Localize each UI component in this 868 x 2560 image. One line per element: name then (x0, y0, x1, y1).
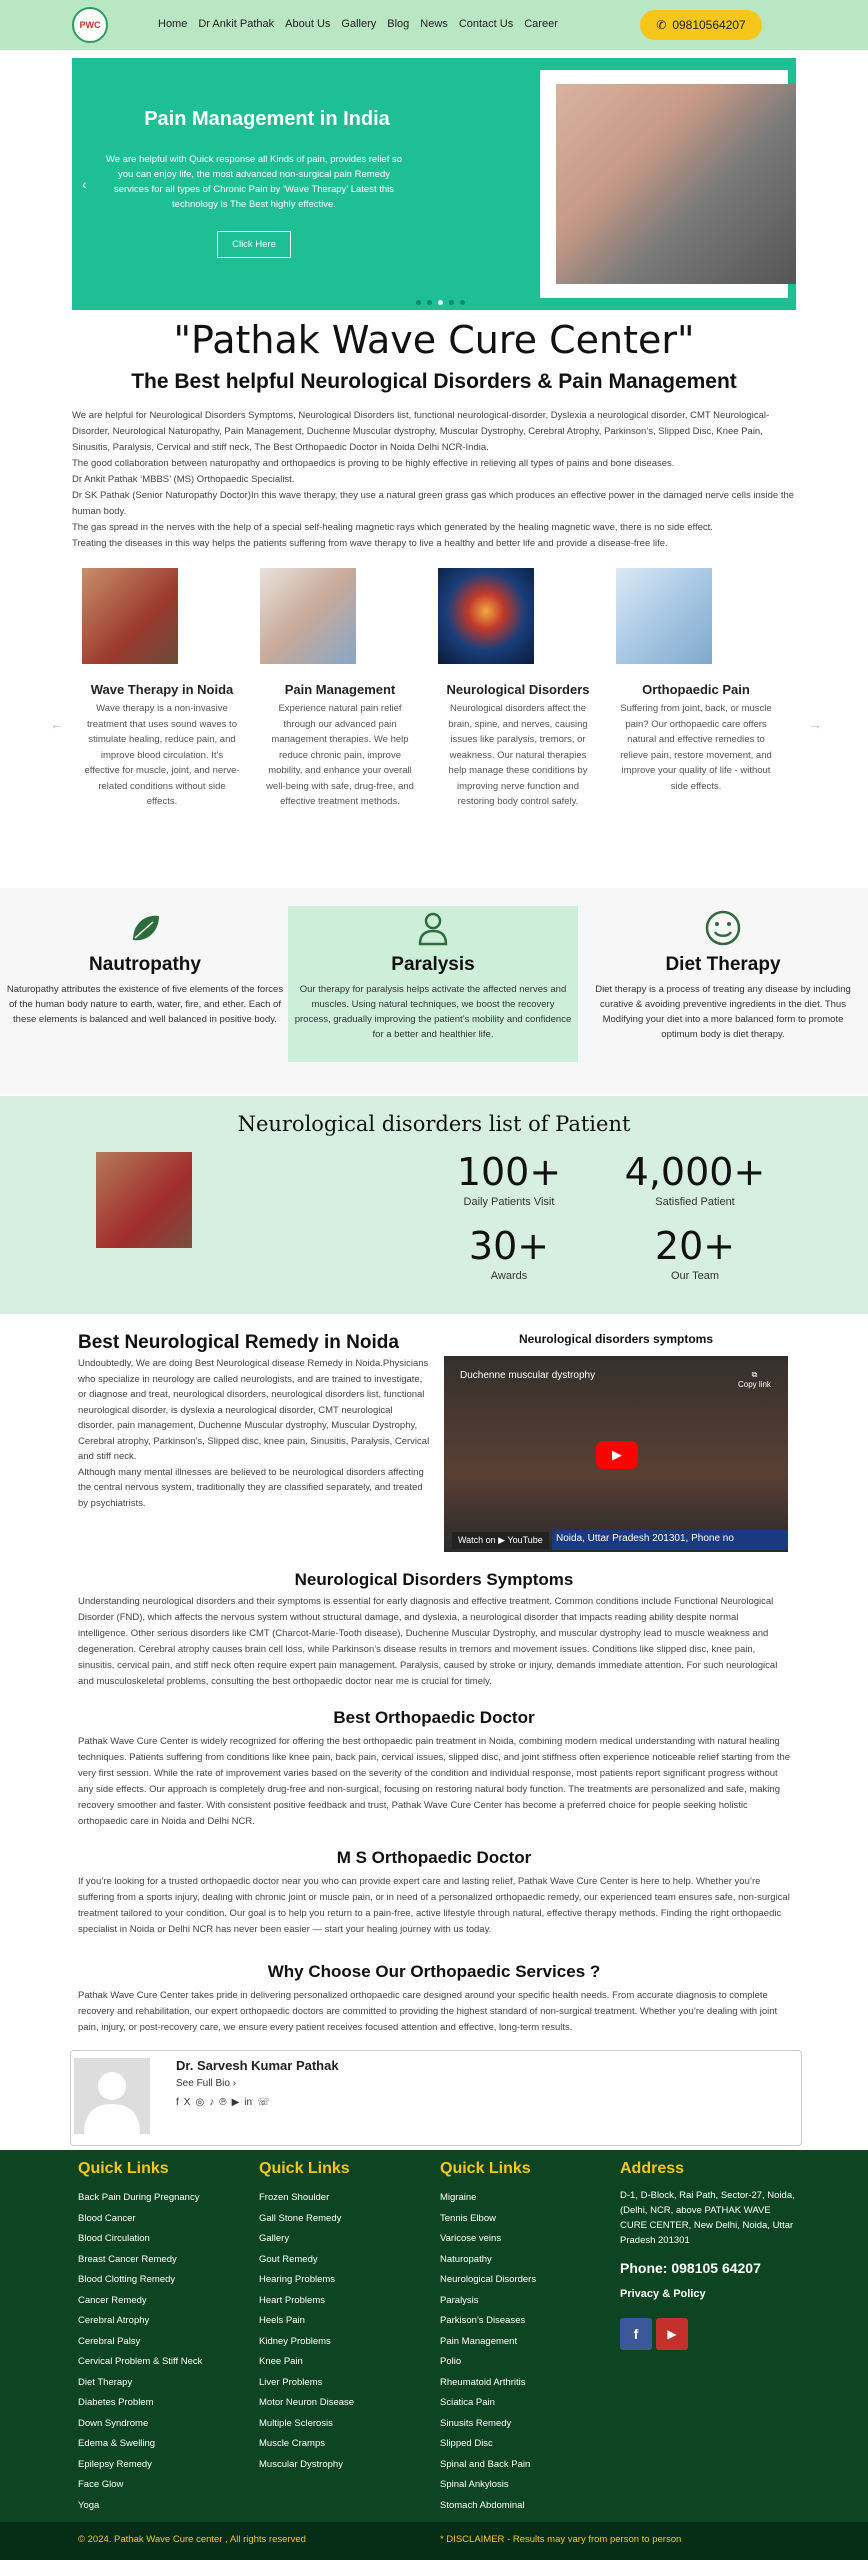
footer-link[interactable]: Blood Circulation (78, 2233, 150, 2244)
hero-dots (416, 300, 465, 305)
footer-link[interactable]: Cerebral Palsy (78, 2335, 141, 2347)
footer-heading: Quick Links (440, 2160, 531, 2177)
footer-link[interactable]: Stomach Abdominal (440, 2499, 525, 2511)
footer-link[interactable]: Breast Cancer Remedy (78, 2253, 177, 2265)
footer-quick-links-1 (78, 2160, 202, 2516)
feature-title: Diet Therapy (665, 954, 781, 975)
footer-link[interactable]: Motor Neuron Disease (259, 2397, 355, 2408)
stat-satisfied-patient (610, 1150, 780, 1208)
service-card-text: Experience natural pain relief through our advanced pain management therapies. We help reduce chronic pain, improve mobility, and enhance your overall well-being with safe, drug-free, and effective treatment methods. (266, 703, 414, 807)
intro-paragraph: Dr Ankit Pathak ‘MBBS’ (MS) Orthopaedic Specialist. (72, 474, 295, 485)
stat-label: Daily Patients Visit (463, 1196, 555, 1208)
hero-knee-pain-image (556, 84, 796, 284)
footer-link[interactable]: Neurological Disorders (440, 2274, 537, 2285)
video-title: Neurological disorders symptoms (518, 1332, 714, 1346)
watch-on-youtube-link[interactable]: Watch on ▶ YouTube (452, 1532, 549, 1549)
feature-text: Diet therapy is a process of treating any disease by including curative & avoiding preventive ingredients in the diet. Thus Modifying your diet into a more balanced form to promote optimum body is diet therapy. (595, 984, 851, 1040)
stat-label: Our Team (670, 1270, 720, 1282)
linkedin-icon[interactable]: in (244, 2097, 253, 2108)
section-title: Neurological Disorders Symptoms (294, 1570, 574, 1589)
feature-text: Naturopathy attributes the existence of five elements of the forces of the human body nature to earth, water, fire, and ether. Each of these elements is balanced and well balanced in positive body. (6, 984, 284, 1025)
hero-dot[interactable] (427, 300, 432, 305)
footer-link[interactable]: Edema & Swelling (78, 2438, 156, 2449)
intro-paragraph: The good collaboration between naturopathy and orthopaedics is proving to be highly effective in relieving all types of pains and bone diseases. (72, 458, 675, 469)
section-text: Pathak Wave Cure Center takes pride in delivering personalized orthopaedic care designed around your specific health needs. From accurate diagnosis to complete recovery and rehabilitation, our expert orthopaedic doctors are committed to providing the highest standard of non-surgical treatment. Whether you’re dealing with joint pain, injury, or post-recovery care, we ensure every patient receives focused attention and effective, long-term results. (78, 1990, 778, 2033)
stat-label: Awards (490, 1270, 528, 1282)
footer-link[interactable]: Down Syndrome (78, 2417, 149, 2429)
hero-dot[interactable] (449, 300, 454, 305)
nav-home[interactable]: Home (158, 18, 188, 30)
intro-paragraph: The gas spread in the nerves with the help of a special self-healing magnetic rays which generated by the healing magnetic wave, there is no side effect. (72, 522, 713, 533)
youtube-icon[interactable]: ▶ (656, 2318, 688, 2350)
footer-link[interactable]: Hearing Problems (259, 2274, 336, 2285)
avatar (74, 2058, 150, 2134)
page-subtitle: The Best helpful Neurological Disorders & Pain Management (131, 370, 737, 393)
video-caption-bar: Noida, Uttar Pradesh 201301, Phone no (552, 1530, 788, 1550)
intro-text (72, 408, 796, 552)
stat-our-team (610, 1224, 780, 1282)
nav-career[interactable]: Career (524, 18, 558, 30)
footer-heading: Quick Links (259, 2160, 350, 2177)
section-title: Why Choose Our Orthopaedic Services ? (267, 1962, 601, 1981)
patient-photo (96, 1152, 192, 1248)
services-prev-arrow-icon[interactable]: ← (50, 716, 64, 732)
nav-dr-ankit-pathak[interactable]: Dr Ankit Pathak (198, 18, 275, 30)
footer-link[interactable]: Muscular Dystrophy (259, 2458, 343, 2470)
footer-link[interactable]: Multiple Sclerosis (259, 2417, 333, 2429)
smile-icon (703, 908, 743, 948)
remedy-paragraph: Although many mental illnesses are believed to be neurological disorders affecting the central nervous system, traditionally they are classified separately, and treated by psychiatrists. (78, 1466, 424, 1509)
footer-link[interactable]: Liver Problems (259, 2376, 323, 2388)
service-card-title: Wave Therapy in Noida (90, 682, 234, 697)
feature-title: Nautropathy (89, 954, 201, 975)
footer-link[interactable]: Parkison's Diseases (440, 2315, 526, 2326)
hero-title: Pain Management in India (144, 108, 390, 130)
stat-awards (424, 1224, 594, 1282)
footer-link[interactable]: Spinal and Back Pain (440, 2458, 531, 2470)
stat-label: Satisfied Patient (655, 1196, 735, 1208)
nav-gallery[interactable]: Gallery (341, 18, 377, 30)
service-card-title: Neurological Disorders (446, 682, 590, 697)
footer-link[interactable]: Naturopathy (440, 2253, 492, 2265)
footer-link[interactable]: Cervical Problem & Stiff Neck (78, 2356, 203, 2367)
feature-paralysis (288, 908, 578, 1062)
nav-about-us[interactable]: About Us (285, 18, 331, 30)
nav-news[interactable]: News (420, 18, 448, 30)
privacy-policy-link[interactable]: Privacy & Policy (620, 2288, 706, 2300)
footer-link[interactable]: Spinal Ankylosis (440, 2479, 509, 2490)
play-icon[interactable]: ▶ (596, 1441, 638, 1469)
section-title: Best Orthopaedic Doctor (333, 1708, 535, 1727)
footer-link[interactable]: Blood Clotting Remedy (78, 2274, 176, 2285)
intro-paragraph: Treating the diseases in this way helps the patients suffering from wave therapy to live a healthy and better life and provide a disease-free life. (72, 538, 668, 549)
section-text: If you’re looking for a trusted orthopaedic doctor near you who can provide expert care and lasting relief, Pathak Wave Cure Center is here to help. Whether you’re suffering from a sports injury, dealing with chronic joint or muscle pain, or in need of a personalized orthopaedic remedy, our experienced team ensures safe, non-surgical treatment tailored to your condition. Our goal is to help you return to a pain-free, active lifestyle through natural, effective therapy methods. Finding the right orthopaedic specialist in Noida or Delhi NCR has never been easier — start your healing journey with us today. (78, 1876, 790, 1935)
intro-paragraph: We are helpful for Neurological Disorders Symptoms, Neurological Disorders list, functional neurological-disorder, Dyslexia a neurological disorder, CMT Neurological-Disorder, Neurological Naturopathy, Pain Management, Duchenne Muscular dystrophy, Muscular Dystrophy, Cerebral Atrophy, Parkinson’s, Slipped Disc, Knee Pain, Sinusitis, Paralysis, Cervical and stiff neck, The Best Orthopaedic Doctor in Noida Delhi NCR-India. (72, 410, 770, 453)
author-social-icons (176, 2097, 270, 2108)
service-card-wave-therapy[interactable] (76, 568, 248, 848)
facebook-icon[interactable]: f (176, 2097, 179, 2108)
nav-contact-us[interactable]: Contact Us (458, 18, 514, 30)
hero-dot[interactable] (416, 300, 421, 305)
services-next-arrow-icon[interactable]: → (808, 716, 822, 732)
feature-title: Paralysis (391, 954, 475, 975)
footer-link[interactable]: Yoga (78, 2499, 100, 2511)
pinterest-icon[interactable]: ℗ (219, 2097, 227, 2108)
address-heading: Address (620, 2160, 685, 2177)
section-title: M S Orthopaedic Doctor (336, 1848, 532, 1867)
footer-link[interactable]: Knee Pain (259, 2356, 303, 2367)
phone-button[interactable] (640, 10, 762, 40)
tiktok-icon[interactable]: ♪ (209, 2097, 215, 2108)
address-text: D-1, D-Block, Rai Path, Sector-27, Noida, (Delhi, NCR, above PATHAK WAVE CURE CENTER, New Delhi, Noida, Uttar Pradesh 201301 (620, 2190, 795, 2246)
footer-link[interactable]: Epilepsy Remedy (78, 2458, 152, 2470)
stat-number: 30+ (468, 1224, 550, 1268)
footer-link[interactable]: Gall Stone Remedy (259, 2212, 342, 2224)
pain-management-image (260, 568, 356, 664)
remedy-paragraph: Undoubtedly, We are doing Best Neurological disease Remedy in Noida.Physicians who specialize in neurology are called neurologists, and are trained to investigate, or diagnose and treat, neurological disorders, neurological disorders list, functional neurological disorder, is dyslexia a neurological disorder, CMT neurological disorder, pain management, Duchenne Muscular dystrophy, Muscular Dystrophy, Cerebral atrophy, Parkinson's, Slipped disc, knee pain, Sinusitis, Paralysis, Cervical and stiff neck. (78, 1358, 430, 1462)
hero-prev-arrow-icon[interactable]: ‹ (82, 176, 87, 192)
footer-link[interactable]: Tennis Elbow (440, 2212, 496, 2224)
service-card-neurological-disorders[interactable] (432, 568, 604, 848)
service-card-text: Wave therapy is a non-invasive treatment that uses sound waves to stimulate healing, reduce pain, and improve blood circulation. It’s effective for muscle, joint, and nerve-related conditions without side effects. (84, 703, 240, 807)
footer-link[interactable]: Face Glow (78, 2479, 124, 2490)
x-icon[interactable]: X (183, 2097, 191, 2108)
see-full-bio-link[interactable]: See Full Bio › (176, 2078, 237, 2089)
video-heading: Duchenne muscular dystrophy (460, 1370, 596, 1381)
page-title: "Pathak Wave Cure Center" (173, 318, 695, 362)
phone-icon: ✆ (656, 18, 667, 32)
hero-click-here-button[interactable]: Click Here (217, 231, 291, 258)
phone-number: 09810564207 (672, 18, 746, 32)
main-nav (158, 18, 558, 30)
hero-dot[interactable] (460, 300, 465, 305)
remedy-title: Best Neurological Remedy in Noida (78, 1332, 399, 1353)
footer-heading: Quick Links (78, 2160, 169, 2177)
instagram-icon[interactable]: ◎ (195, 2097, 205, 2108)
hero-text: We are helpful with Quick response all Kinds of pain, provides relief so you can enjoy life, the most advanced non-surgical pain Remedy services for all types of Chronic Pain by ‘Wave Therapy’ Latest this technology is The Best highly effective. (105, 154, 403, 210)
footer-link[interactable]: Back Pain During Pregnancy (78, 2192, 200, 2203)
author-name: Dr. Sarvesh Kumar Pathak (176, 2058, 339, 2073)
stat-number: 4,000+ (624, 1150, 766, 1194)
footer-link[interactable]: Migraine (440, 2192, 477, 2203)
neurological-brain-image (438, 568, 534, 664)
footer-link[interactable]: Polio (440, 2356, 462, 2367)
footer-link[interactable]: Paralysis (440, 2294, 479, 2306)
footer-link[interactable]: Sinusits Remedy (440, 2417, 512, 2429)
intro-paragraph: Dr SK Pathak (Senior Naturopathy Doctor)In this wave therapy, they use a natural green grass gas which produces an effective power in the damaged nerve cells inside the human body. (72, 490, 795, 517)
section-text: Pathak Wave Cure Center is widely recognized for offering the best orthopaedic pain treatment in Noida, combining modern medical understanding with natural healing techniques. Patients suffering from conditions like knee pain, back pain, cervical issues, slipped disc, and joint stiffness often experience noticeable relief starting from the very first session. While the rate of improvement varies based on the severity of the condition and individual response, most patients report significant progress without any side effects. Our approach is completely drug-free and non-surgical, focusing on restoring natural body function. The treatments are personalized and safe, making recovery smoother and faster. With consistent positive feedback and trust, Pathak Wave Cure Center has become a preferred choice for people seeking holistic orthopaedic care in Noida and Delhi NCR. (78, 1736, 791, 1827)
footer-link[interactable]: Kidney Problems (259, 2335, 331, 2347)
footer-link[interactable]: Rheumatoid Arthritis (440, 2376, 526, 2388)
service-card-text: Neurological disorders affect the brain, spine, and nerves, causing issues like paralysis, tremors, or weakness. Our natural therapies help manage these conditions by improving nerve function and restoring body control safely. (448, 703, 588, 807)
footer-link[interactable]: Heart Problems (259, 2294, 325, 2306)
footer-link[interactable]: Blood Cancer (78, 2212, 136, 2224)
footer-link[interactable]: Gallery (259, 2233, 290, 2244)
footer-link[interactable]: Varicose veins (440, 2233, 502, 2244)
stat-daily-patients (424, 1150, 594, 1208)
disclaimer: * DISCLAIMER - Results may vary from person to person (440, 2534, 682, 2545)
footer-link[interactable]: Cerebral Atrophy (78, 2315, 150, 2326)
footer-link[interactable]: Muscle Cramps (259, 2438, 325, 2449)
service-card-text: Suffering from joint, back, or muscle pain? Our orthopaedic care offers natural and effective remedies to relieve pain, restore movement, and improve your quality of life - without side effects. (620, 703, 772, 792)
copy-icon: ⧉ (751, 1370, 758, 1379)
service-card-title: Pain Management (284, 682, 396, 697)
footer-link[interactable]: Diabetes Problem (78, 2397, 154, 2408)
youtube-icon[interactable]: ▶ (231, 2097, 240, 2108)
footer-quick-links-3 (440, 2160, 536, 2516)
logo-text: PWC (79, 20, 101, 30)
copyright: © 2024. Pathak Wave Cure center , All rights reserved (78, 2534, 306, 2545)
nav-blog[interactable]: Blog (387, 18, 410, 30)
stat-number: 20+ (654, 1224, 736, 1268)
footer-phone[interactable]: Phone: 098105 64207 (620, 2260, 761, 2276)
leaf-icon (125, 908, 165, 948)
footer-link[interactable]: Gout Remedy (259, 2253, 318, 2265)
remedy-text (78, 1356, 430, 1511)
person-icon (413, 908, 453, 948)
footer-link[interactable]: Heels Pain (259, 2315, 305, 2326)
wave-therapy-image (82, 568, 178, 664)
service-card-pain-management[interactable] (254, 568, 426, 848)
footer-quick-links-2 (259, 2160, 354, 2475)
footer-link[interactable]: Diet Therapy (78, 2376, 133, 2388)
site-logo[interactable] (72, 7, 108, 43)
feature-text: Our therapy for paralysis helps activate the affected nerves and muscles. Using natural techniques, we boost the recovery process, gradually improving the patient’s mobility and confidence for a better and healthier life. (294, 984, 572, 1040)
footer-link[interactable]: Frozen Shoulder (259, 2192, 330, 2203)
service-card-orthopaedic-pain[interactable] (610, 568, 782, 848)
footer-link[interactable]: Pain Management (440, 2335, 518, 2347)
section-text: Understanding neurological disorders and their symptoms is essential for early diagnosis and effective treatment. Common conditions include Functional Neurological Disorder (FND), which affects the nervous system without structural damage, and dyslexia, a neurological disorder that impacts reading ability despite normal intelligence. Other serious disorders like CMT (Charcot-Marie-Tooth disease), Duchenne Muscular Dystrophy, and muscular dystrophy lead to muscle weakness and degeneration. Cerebral atrophy causes brain cell loss, while Parkinson’s disease results in tremors and movement issues. Conditions like slipped disc, knee pain, sinusitis, cervical pain, and stiff neck often require expert pain management. Paralysis, caused by stroke or injury, demands immediate attention. For such neurological and musculoskeletal problems, consulting the best orthopaedic doctor near me is crucial for timely. (78, 1596, 778, 1687)
stats-title: Neurological disorders list of Patient (237, 1112, 631, 1136)
hero-dot-active[interactable] (438, 300, 443, 305)
copy-link-button[interactable] (738, 1370, 771, 1389)
service-card-title: Orthopaedic Pain (642, 682, 750, 697)
whatsapp-icon[interactable]: ☏ (257, 2097, 270, 2108)
stat-number: 100+ (456, 1150, 562, 1194)
orthopaedic-pain-image (616, 568, 712, 664)
feature-naturopathy (0, 908, 290, 1062)
copy-link-label: Copy link (738, 1380, 771, 1389)
footer-link[interactable]: Slipped Disc (440, 2438, 493, 2449)
feature-diet-therapy (578, 908, 868, 1062)
facebook-icon[interactable]: f (620, 2318, 652, 2350)
footer-link[interactable]: Sciatica Pain (440, 2397, 495, 2408)
footer-link[interactable]: Cancer Remedy (78, 2294, 147, 2306)
